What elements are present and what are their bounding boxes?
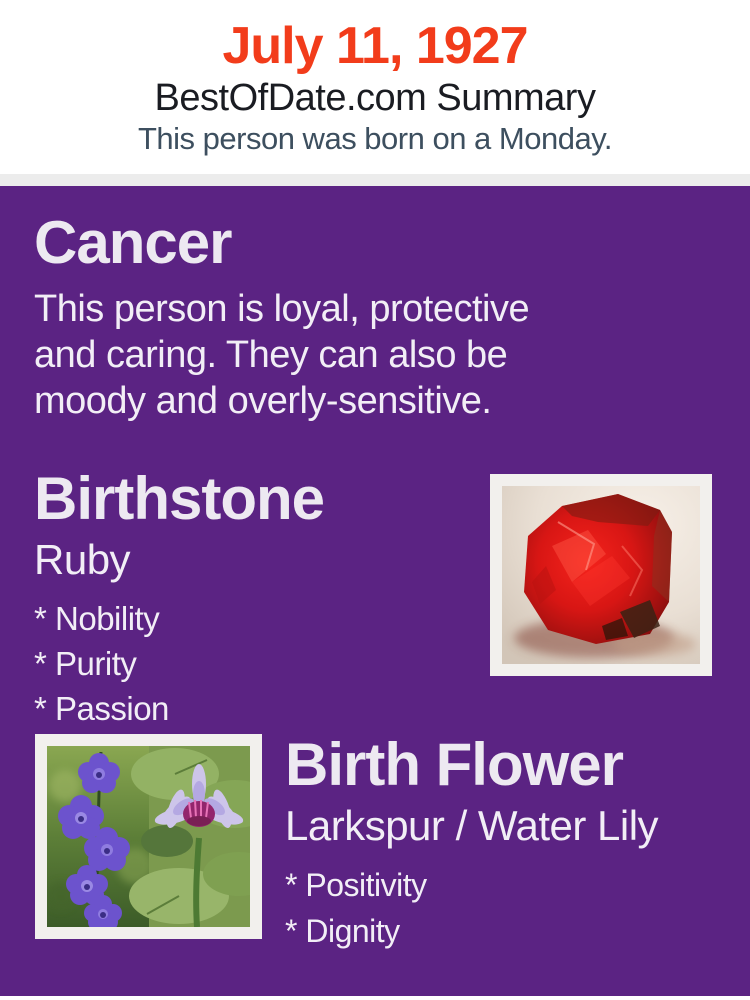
zodiac-description-line: moody and overly-sensitive. bbox=[34, 380, 492, 422]
site-summary: BestOfDate.com Summary bbox=[154, 77, 596, 119]
ruby-gem-illustration bbox=[502, 486, 700, 664]
birthstone-trait-list bbox=[34, 596, 324, 731]
zodiac-sign-heading: Cancer bbox=[34, 209, 232, 276]
date-title: July 11, 1927 bbox=[222, 17, 528, 75]
zodiac-description-line: This person is loyal, protective bbox=[34, 288, 530, 330]
zodiac-description bbox=[34, 286, 529, 424]
born-day-line: This person was born on a Monday. bbox=[137, 121, 613, 156]
birthstone-trait: * Passion bbox=[34, 690, 169, 727]
birth-flower-trait: * Dignity bbox=[285, 913, 400, 949]
header-divider bbox=[0, 174, 750, 186]
birth-flower-trait-list bbox=[285, 862, 658, 954]
birthstone-trait: * Nobility bbox=[34, 600, 160, 637]
birthstone-trait: * Purity bbox=[34, 645, 137, 682]
zodiac-description-line: and caring. They can also be bbox=[34, 334, 508, 376]
ruby-photo bbox=[490, 474, 712, 676]
birth-flower-trait: * Positivity bbox=[285, 867, 427, 903]
birthstone-section bbox=[34, 466, 324, 731]
main-section bbox=[0, 186, 750, 996]
birthstone-name: Ruby bbox=[34, 536, 131, 583]
birth-flower-name: Larkspur / Water Lily bbox=[285, 802, 659, 849]
birth-flower-section bbox=[285, 732, 658, 954]
flower-illustration bbox=[47, 746, 250, 927]
birth-flower-heading: Birth Flower bbox=[285, 731, 624, 798]
header bbox=[0, 0, 750, 158]
larkspur-water-lily-photo bbox=[35, 734, 262, 939]
birthstone-heading: Birthstone bbox=[34, 465, 324, 532]
